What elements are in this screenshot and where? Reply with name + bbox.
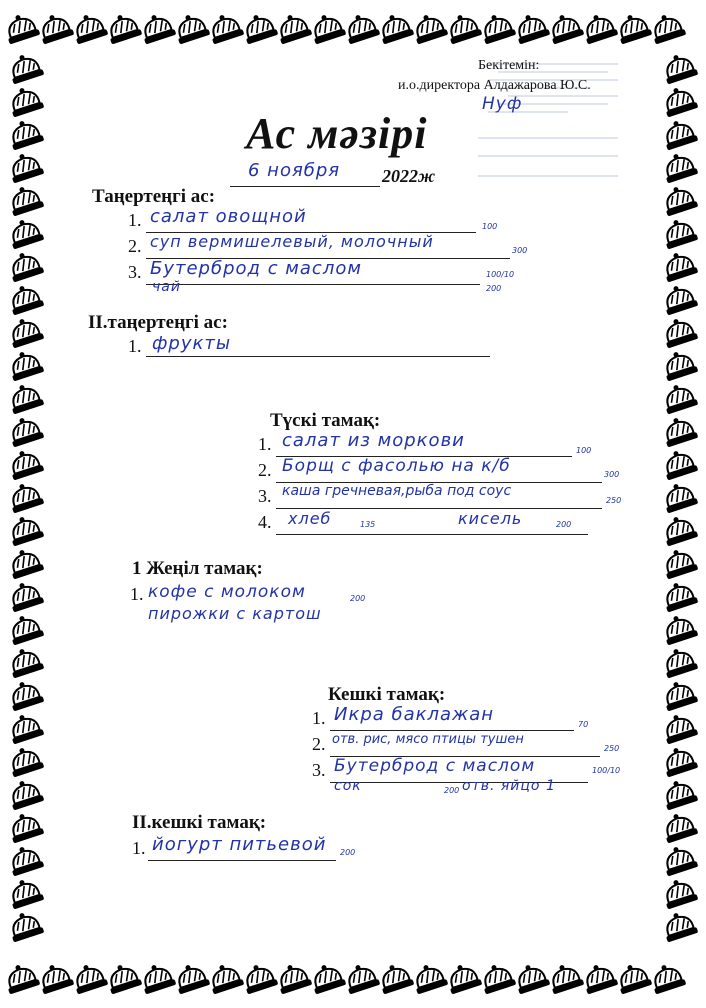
border-icon: [444, 960, 482, 994]
border-icon: [104, 10, 142, 44]
border-icon: [660, 875, 698, 909]
item-amount: 300: [512, 246, 528, 255]
item-number: 1.: [132, 838, 146, 858]
border-icon: [410, 10, 448, 44]
item-amount: 200: [486, 284, 502, 293]
border-icon: [660, 644, 698, 678]
border-icon: [660, 380, 698, 414]
menu-item: салат из моркови: [282, 430, 465, 451]
border-icon: [6, 182, 44, 216]
border-icon: [206, 960, 244, 994]
menu-item-extra: пирожки с картош: [148, 604, 322, 623]
stamp-image: [468, 58, 628, 184]
item-amount: 135: [360, 520, 376, 529]
page-title: Ас мәзірі: [246, 109, 428, 158]
border-icon: [660, 479, 698, 513]
border-icon: [70, 960, 108, 994]
menu-item-extra: чай: [152, 279, 181, 295]
border-icon: [410, 960, 448, 994]
menu-item: Бутерброд с маслом: [334, 756, 536, 776]
border-icon: [6, 248, 44, 282]
meal-title-breakfast: Таңертеңгі ас:: [92, 186, 216, 207]
border-icon: [614, 960, 652, 994]
border-icon: [660, 908, 698, 942]
border-icon: [660, 116, 698, 150]
border-icon: [660, 545, 698, 579]
item-number: 3.: [258, 486, 272, 506]
border-icon: [342, 10, 380, 44]
meal-title-light-meal: 1 Жеңіл тамақ:: [132, 558, 263, 579]
menu-item: кофе с молоком: [148, 582, 306, 602]
border-icon: [478, 10, 516, 44]
border-icon: [6, 809, 44, 843]
menu-item: хлеб: [288, 509, 332, 528]
border-icon: [546, 10, 584, 44]
border-icon: [660, 512, 698, 546]
border-icon: [660, 281, 698, 315]
border-icon: [660, 182, 698, 216]
border-icon: [580, 960, 618, 994]
border-icon: [6, 479, 44, 513]
item-amount: 250: [604, 744, 620, 753]
border-icon: [660, 743, 698, 777]
border-icon: [660, 776, 698, 810]
border-icon: [206, 10, 244, 44]
border-icon: [6, 677, 44, 711]
menu-item: йогурт питьевой: [152, 834, 327, 855]
decorative-border-top: [0, 0, 706, 56]
menu-item: суп вермишелевый, молочный: [150, 232, 434, 251]
border-icon: [660, 314, 698, 348]
border-icon: [6, 446, 44, 480]
border-icon: [6, 116, 44, 150]
item-amount: 250: [606, 496, 622, 505]
item-number: 2.: [258, 460, 272, 480]
decorative-border-left: [0, 0, 56, 1008]
border-icon: [6, 83, 44, 117]
border-icon: [6, 545, 44, 579]
border-icon: [660, 50, 698, 84]
menu-item-extra: отв. яйцо 1: [462, 778, 556, 794]
border-icon: [308, 10, 346, 44]
border-icon: [6, 875, 44, 909]
border-icon: [342, 960, 380, 994]
border-icon: [660, 710, 698, 744]
menu-item: Икра баклажан: [334, 704, 495, 725]
border-icon: [614, 10, 652, 44]
item-number: 1.: [128, 336, 142, 356]
border-icon: [6, 512, 44, 546]
director-signature: Нуф: [482, 94, 523, 114]
menu-item-extra: кисель: [458, 509, 523, 528]
border-icon: [580, 10, 618, 44]
border-icon: [6, 281, 44, 315]
border-icon: [660, 446, 698, 480]
menu-item: каша гречневая,рыба под соус: [282, 483, 512, 499]
decorative-border-right: [650, 0, 706, 1008]
border-icon: [376, 960, 414, 994]
border-icon: [6, 908, 44, 942]
date-handwritten: 6 ноября: [248, 160, 341, 181]
item-number: 4.: [258, 512, 272, 532]
border-icon: [660, 83, 698, 117]
border-icon: [6, 842, 44, 876]
border-icon: [376, 10, 414, 44]
border-icon: [6, 776, 44, 810]
border-icon: [6, 578, 44, 612]
border-icon: [240, 960, 278, 994]
border-icon: [6, 347, 44, 381]
border-icon: [660, 248, 698, 282]
border-icon: [172, 10, 210, 44]
border-icon: [240, 10, 278, 44]
border-icon: [660, 215, 698, 249]
menu-item: Борщ с фасолью на к/б: [282, 456, 511, 476]
menu-item: фрукты: [152, 333, 232, 354]
item-amount: 200: [340, 848, 356, 857]
border-icon: [660, 809, 698, 843]
border-icon: [274, 10, 312, 44]
item-amount: 100/10: [592, 766, 621, 775]
border-icon: [660, 611, 698, 645]
item-number: 1.: [128, 210, 142, 230]
item-amount: 100: [576, 446, 592, 455]
border-icon: [444, 10, 482, 44]
item-amount: 100/10: [486, 270, 515, 279]
border-icon: [138, 960, 176, 994]
menu-item: Бутерброд с маслом: [150, 258, 362, 279]
border-icon: [660, 413, 698, 447]
decorative-border-bottom: [0, 952, 706, 1008]
menu-item: салат овощной: [150, 206, 307, 227]
border-icon: [6, 380, 44, 414]
border-icon: [70, 10, 108, 44]
meal-title-second-breakfast: II.таңертеңгі ас:: [88, 312, 228, 333]
item-amount: 200: [444, 786, 460, 795]
item-amount: 200: [350, 594, 366, 603]
item-number: 1.: [130, 584, 144, 604]
item-amount: 200: [556, 520, 572, 529]
border-icon: [308, 960, 346, 994]
item-amount: 300: [604, 470, 620, 479]
border-icon: [6, 644, 44, 678]
border-icon: [512, 960, 550, 994]
menu-item: отв. рис, мясо птицы тушен: [332, 732, 524, 747]
date-year: 2022ж: [382, 166, 436, 186]
director-label: и.о.директора Алдажарова Ю.С.: [398, 78, 591, 93]
item-number: 2.: [128, 236, 142, 256]
border-icon: [6, 710, 44, 744]
border-icon: [660, 347, 698, 381]
border-icon: [660, 578, 698, 612]
border-icon: [660, 149, 698, 183]
menu-item-extra: сок: [334, 778, 362, 794]
border-icon: [546, 960, 584, 994]
meal-title-lunch: Түскі тамақ:: [270, 410, 381, 431]
border-icon: [274, 960, 312, 994]
border-icon: [6, 743, 44, 777]
item-number: 3.: [312, 760, 326, 780]
item-number: 1.: [258, 434, 272, 454]
item-amount: 100: [482, 222, 498, 231]
border-icon: [6, 413, 44, 447]
meal-title-second-dinner: II.кешкі тамақ:: [132, 812, 267, 833]
border-icon: [660, 677, 698, 711]
border-icon: [6, 611, 44, 645]
border-icon: [660, 842, 698, 876]
border-icon: [138, 10, 176, 44]
border-icon: [6, 50, 44, 84]
border-icon: [172, 960, 210, 994]
border-icon: [6, 149, 44, 183]
border-icon: [6, 215, 44, 249]
item-number: 2.: [312, 734, 326, 754]
meal-title-dinner: Кешкі тамақ:: [328, 684, 446, 705]
item-amount: 70: [578, 720, 589, 729]
border-icon: [512, 10, 550, 44]
item-number: 3.: [128, 262, 142, 282]
border-icon: [104, 960, 142, 994]
border-icon: [6, 314, 44, 348]
item-number: 1.: [312, 708, 326, 728]
border-icon: [478, 960, 516, 994]
approve-label: Бекітемін:: [478, 58, 540, 73]
